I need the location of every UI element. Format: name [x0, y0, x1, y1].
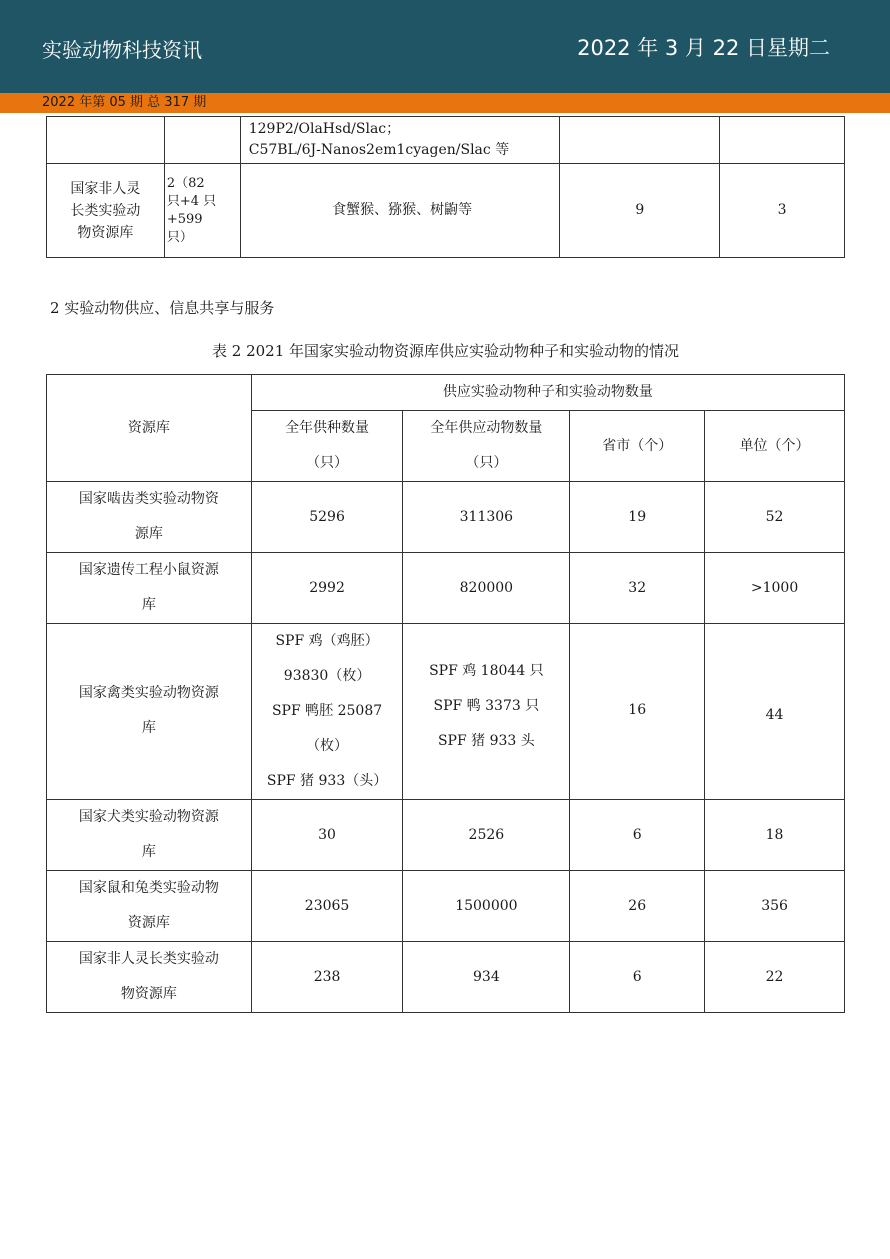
seed-count: 5296 — [251, 482, 403, 553]
table-row — [47, 482, 845, 553]
table-cell — [164, 164, 240, 258]
section-heading: 2 实验动物供应、信息共享与服务 — [50, 299, 275, 317]
repository-name-line: 物资源库 — [77, 224, 134, 241]
resource-table-continued — [46, 116, 845, 258]
seed-line: SPF 猪 933（头） — [266, 773, 388, 789]
repository-name — [47, 624, 252, 800]
province-count: 6 — [570, 942, 705, 1013]
animal-line: SPF 鸭 3373 只 — [433, 698, 540, 714]
name-line: 国家遗传工程小鼠资源 — [78, 562, 219, 578]
animal-count: 934 — [403, 942, 570, 1013]
repository-name — [47, 800, 252, 871]
seed-line: SPF 鸡（鸡胚） — [275, 633, 379, 649]
name-line: 国家非人灵长类实验动 — [78, 951, 219, 967]
name-line: 国家鼠和兔类实验动物 — [78, 880, 219, 896]
name-line: 库 — [141, 844, 156, 860]
count-line: 只） — [166, 229, 193, 245]
table-cell — [47, 164, 165, 258]
animal-line: SPF 猪 933 头 — [437, 733, 535, 749]
animal-count — [403, 624, 570, 800]
header-provinces: 省市（个） — [570, 411, 705, 482]
table-row — [47, 624, 845, 800]
seed-count — [251, 624, 403, 800]
species-line: C57BL/6J-Nanos2em1cyagen/Slac 等 — [248, 142, 510, 158]
count-line: 只+4 只 — [166, 193, 217, 209]
table-row — [47, 117, 845, 164]
repository-name — [47, 482, 252, 553]
unit-count: 18 — [705, 800, 845, 871]
header-line: 全年供种数量 — [285, 420, 370, 436]
name-line: 国家犬类实验动物资源 — [78, 809, 219, 825]
name-line: 源库 — [134, 526, 163, 542]
province-count: 32 — [570, 553, 705, 624]
seed-count: 23065 — [251, 871, 403, 942]
repository-name — [47, 871, 252, 942]
table-cell — [560, 117, 720, 164]
province-count: 26 — [570, 871, 705, 942]
publication-date: 2022 年 3 月 22 日星期二 — [577, 36, 830, 60]
table-cell: 3 — [720, 164, 845, 258]
header-line: （只） — [306, 455, 349, 471]
seed-line: 93830（枚） — [283, 668, 371, 684]
name-line: 国家啮齿类实验动物资 — [78, 491, 219, 507]
table-row — [47, 942, 845, 1013]
issue-number: 2022 年第 05 期 总 317 期 — [42, 95, 207, 110]
count-line: +599 — [166, 211, 203, 227]
seed-line: （枚） — [306, 738, 349, 754]
repository-name-line: 长类实验动 — [70, 202, 141, 219]
header-seed — [251, 411, 403, 482]
header-repository: 资源库 — [47, 375, 252, 482]
unit-count: >1000 — [705, 553, 845, 624]
animal-line: SPF 鸡 18044 只 — [429, 663, 544, 679]
header-line: （只） — [465, 455, 508, 471]
repository-name-line: 国家非人灵 — [70, 180, 141, 197]
repository-name — [47, 553, 252, 624]
name-line: 库 — [141, 597, 156, 613]
table-row — [47, 871, 845, 942]
seed-count: 238 — [251, 942, 403, 1013]
seed-line: SPF 鸭胚 25087 — [271, 703, 383, 719]
name-line: 资源库 — [127, 915, 170, 931]
name-line: 国家禽类实验动物资源 — [78, 685, 219, 701]
species-line: 129P2/OlaHsd/Slac； — [248, 121, 401, 137]
issue-bar — [0, 93, 890, 113]
table-cell — [164, 117, 240, 164]
header-group: 供应实验动物种子和实验动物数量 — [251, 375, 844, 411]
province-count: 6 — [570, 800, 705, 871]
animal-count: 311306 — [403, 482, 570, 553]
unit-count: 22 — [705, 942, 845, 1013]
seed-count: 30 — [251, 800, 403, 871]
count-line: 2（82 — [166, 175, 205, 191]
animal-count: 2526 — [403, 800, 570, 871]
table-cell — [47, 117, 165, 164]
seed-count: 2992 — [251, 553, 403, 624]
supply-table — [46, 374, 845, 1013]
header-animals — [403, 411, 570, 482]
unit-count: 52 — [705, 482, 845, 553]
table-cell: 食蟹猴、猕猴、树鼩等 — [240, 164, 560, 258]
table-row — [47, 800, 845, 871]
header-line: 全年供应动物数量 — [430, 420, 543, 436]
table-cell — [720, 117, 845, 164]
province-count: 16 — [570, 624, 705, 800]
table-row — [47, 164, 845, 258]
animal-count: 1500000 — [403, 871, 570, 942]
name-line: 物资源库 — [120, 986, 177, 1002]
table-cell — [240, 117, 560, 164]
table-cell: 9 — [560, 164, 720, 258]
header-units: 单位（个） — [705, 411, 845, 482]
repository-name — [47, 942, 252, 1013]
table-header-row — [47, 375, 845, 411]
table-caption: 表 2 2021 年国家实验动物资源库供应实验动物种子和实验动物的情况 — [211, 342, 680, 360]
publication-title: 实验动物科技资讯 — [42, 38, 202, 62]
page-header — [0, 0, 890, 93]
table-row — [47, 553, 845, 624]
unit-count: 44 — [705, 624, 845, 800]
animal-count: 820000 — [403, 553, 570, 624]
name-line: 库 — [141, 720, 156, 736]
province-count: 19 — [570, 482, 705, 553]
unit-count: 356 — [705, 871, 845, 942]
